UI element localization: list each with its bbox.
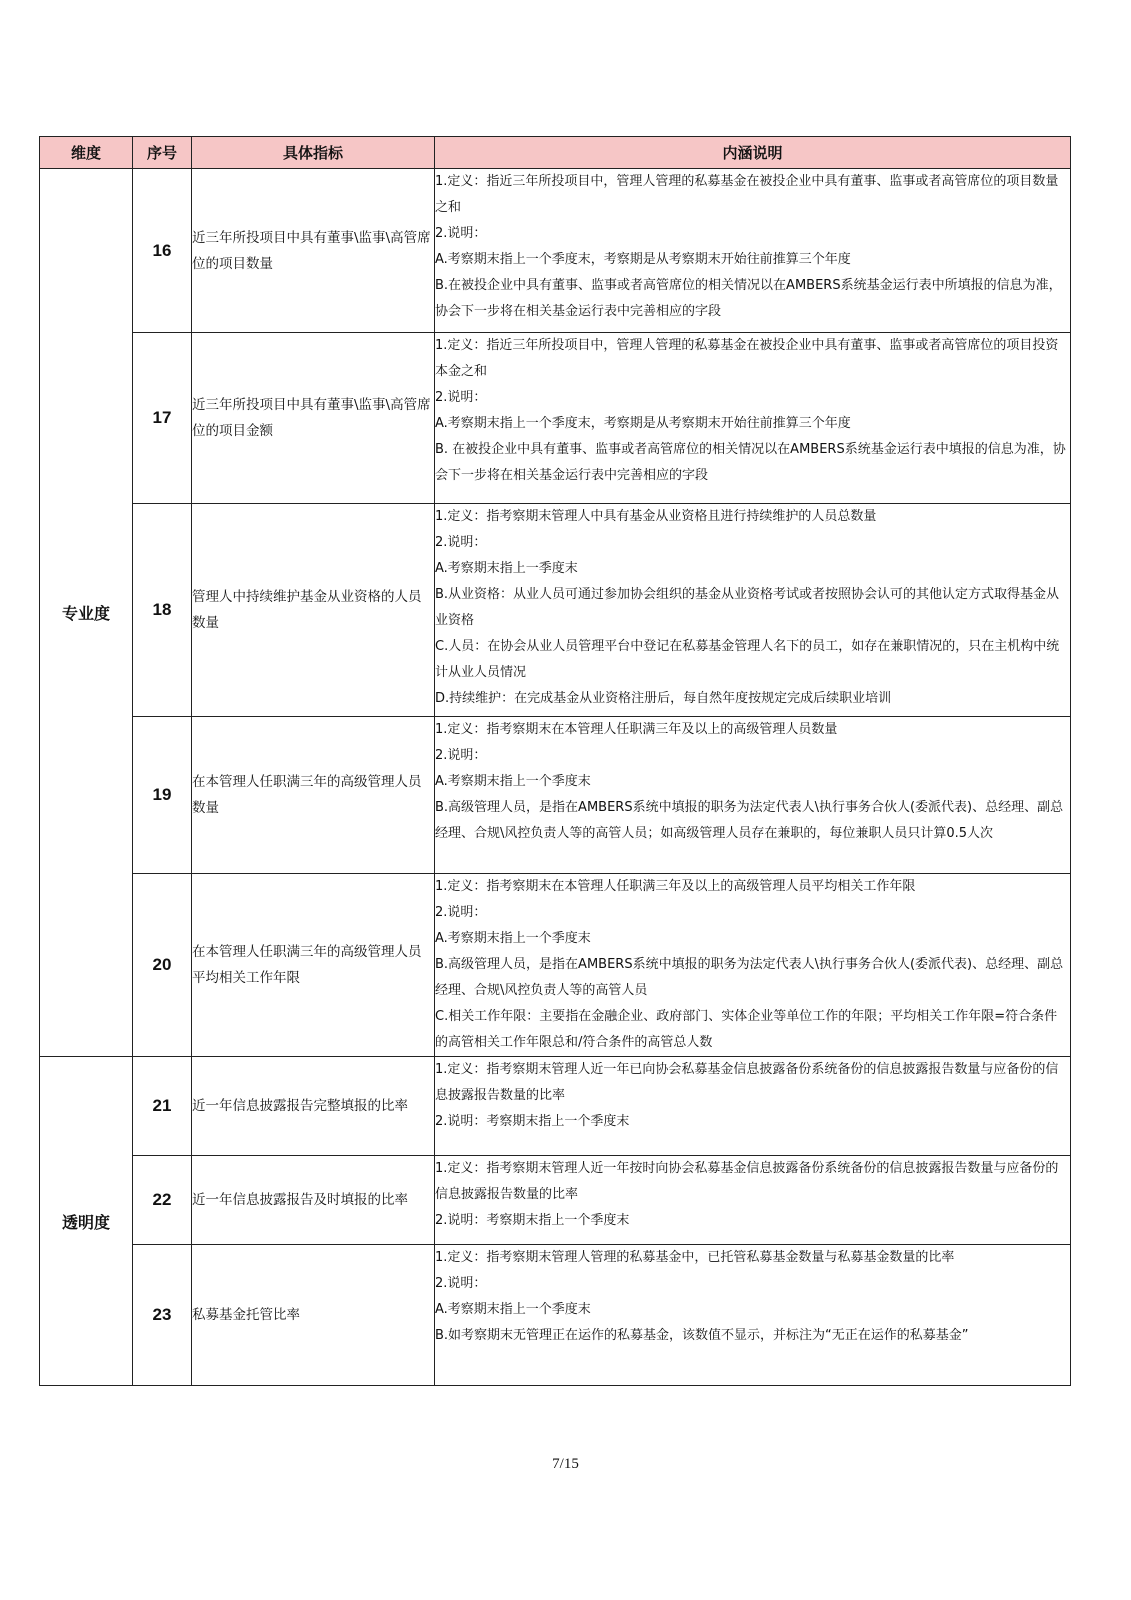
description-line: C.相关工作年限：主要指在金融企业、政府部门、实体企业等单位工作的年限；平均相关工作年限=符合条件的高管相关工作年限总和/符合条件的高管总人数 [435, 1009, 1058, 1050]
table-row [40, 333, 1071, 504]
description-line: 1.定义：指考察期末管理人近一年按时向协会私募基金信息披露备份系统备份的信息披露报告数量与应备份的信息披露报告数量的比率 [435, 1161, 1059, 1202]
description-line: B. 在被投企业中具有董事、监事或者高管席位的相关情况以在AMBERS系统基金运行表中填报的信息为准，协会下一步将在相关基金运行表中完善相应的字段 [435, 442, 1066, 483]
description-line: B.如考察期末无管理正在运作的私募基金，该数值不显示，并标注为“无正在运作的私募基金” [435, 1328, 969, 1343]
table-row [40, 1156, 1071, 1245]
indicator-description [435, 504, 1071, 717]
description-line: 2.说明： [435, 1276, 487, 1291]
description-line: 2.说明： [435, 905, 487, 920]
description-line: 1.定义：指考察期末管理人近一年已向协会私募基金信息披露备份系统备份的信息披露报告数量与应备份的信息披露报告数量的比率 [435, 1062, 1059, 1103]
dimension-professionalism: 专业度 [40, 169, 133, 1057]
indicator-name: 近一年信息披露报告完整填报的比率 [192, 1057, 435, 1156]
row-number: 22 [133, 1156, 192, 1245]
description-line: 1.定义：指考察期末管理人管理的私募基金中，已托管私募基金数量与私募基金数量的比率 [435, 1250, 955, 1265]
dimension-transparency: 透明度 [40, 1057, 133, 1386]
header-indicator: 具体指标 [192, 137, 435, 169]
header-dimension: 维度 [40, 137, 133, 169]
table-row [40, 504, 1071, 717]
description-line: A.考察期末指上一个季度末，考察期是从考察期末开始往前推算三个年度 [435, 252, 851, 267]
indicator-description [435, 874, 1071, 1057]
table-row [40, 1057, 1071, 1156]
table-row [40, 874, 1071, 1057]
row-number: 17 [133, 333, 192, 504]
row-number: 21 [133, 1057, 192, 1156]
description-line: 1.定义：指考察期末在本管理人任职满三年及以上的高级管理人员数量 [435, 722, 838, 737]
description-line: 1.定义：指近三年所投项目中，管理人管理的私募基金在被投企业中具有董事、监事或者高管席位的项目投资本金之和 [435, 338, 1059, 379]
indicator-description [435, 333, 1071, 504]
description-line: A.考察期末指上一个季度末 [435, 931, 591, 946]
description-line: B.在被投企业中具有董事、监事或者高管席位的相关情况以在AMBERS系统基金运行表中所填报的信息为准，协会下一步将在相关基金运行表中完善相应的字段 [435, 278, 1062, 319]
description-line: 2.说明：考察期末指上一个季度末 [435, 1213, 630, 1228]
description-line: 1.定义：指考察期末管理人中具有基金从业资格且进行持续维护的人员总数量 [435, 509, 877, 524]
indicator-table [39, 136, 1071, 1386]
header-description: 内涵说明 [435, 137, 1071, 169]
description-line: A.考察期末指上一个季度末 [435, 774, 591, 789]
table-row [40, 717, 1071, 874]
row-number: 18 [133, 504, 192, 717]
row-number: 20 [133, 874, 192, 1057]
description-line: C.人员：在协会从业人员管理平台中登记在私募基金管理人名下的员工，如存在兼职情况的，只在主机构中统计从业人员情况 [435, 639, 1060, 680]
description-line: 2.说明：考察期末指上一个季度末 [435, 1114, 630, 1129]
indicator-description [435, 169, 1071, 333]
row-number: 23 [133, 1245, 192, 1386]
description-line: B.高级管理人员，是指在AMBERS系统中填报的职务为法定代表人\执行事务合伙人(委派代表)、总经理、副总经理、合规\风控负责人等的高管人员；如高级管理人员存在兼职的，每位兼职人员只计算0.5人次 [435, 800, 1064, 841]
indicator-name: 近三年所投项目中具有董事\监事\高管席位的项目数量 [192, 169, 435, 333]
description-line: A.考察期末指上一个季度末，考察期是从考察期末开始往前推算三个年度 [435, 416, 851, 431]
table-row [40, 169, 1071, 333]
description-line: A.考察期末指上一个季度末 [435, 1302, 591, 1317]
row-number: 19 [133, 717, 192, 874]
description-line: 1.定义：指近三年所投项目中，管理人管理的私募基金在被投企业中具有董事、监事或者高管席位的项目数量之和 [435, 174, 1059, 215]
description-line: 2.说明： [435, 226, 487, 241]
indicator-name: 近三年所投项目中具有董事\监事\高管席位的项目金额 [192, 333, 435, 504]
table-header-row [40, 137, 1071, 169]
description-line: 1.定义：指考察期末在本管理人任职满三年及以上的高级管理人员平均相关工作年限 [435, 879, 916, 894]
indicator-name: 私募基金托管比率 [192, 1245, 435, 1386]
table-row [40, 1245, 1071, 1386]
description-line: B.高级管理人员，是指在AMBERS系统中填报的职务为法定代表人\执行事务合伙人(委派代表)、总经理、副总经理、合规\风控负责人等的高管人员 [435, 957, 1064, 998]
indicator-description [435, 1156, 1071, 1245]
description-line: D.持续维护：在完成基金从业资格注册后，每自然年度按规定完成后续职业培训 [435, 691, 892, 706]
indicator-name: 在本管理人任职满三年的高级管理人员平均相关工作年限 [192, 874, 435, 1057]
indicator-name: 在本管理人任职满三年的高级管理人员数量 [192, 717, 435, 874]
header-number: 序号 [133, 137, 192, 169]
description-line: A.考察期末指上一季度末 [435, 561, 578, 576]
indicator-name: 管理人中持续维护基金从业资格的人员数量 [192, 504, 435, 717]
indicator-description [435, 1245, 1071, 1386]
page-number: 7/15 [552, 1456, 579, 1472]
description-line: B.从业资格：从业人员可通过参加协会组织的基金从业资格考试或者按照协会认可的其他认定方式取得基金从业资格 [435, 587, 1060, 628]
row-number: 16 [133, 169, 192, 333]
description-line: 2.说明： [435, 390, 487, 405]
indicator-name: 近一年信息披露报告及时填报的比率 [192, 1156, 435, 1245]
indicator-description [435, 1057, 1071, 1156]
description-line: 2.说明： [435, 748, 487, 763]
indicator-description [435, 717, 1071, 874]
description-line: 2.说明： [435, 535, 487, 550]
